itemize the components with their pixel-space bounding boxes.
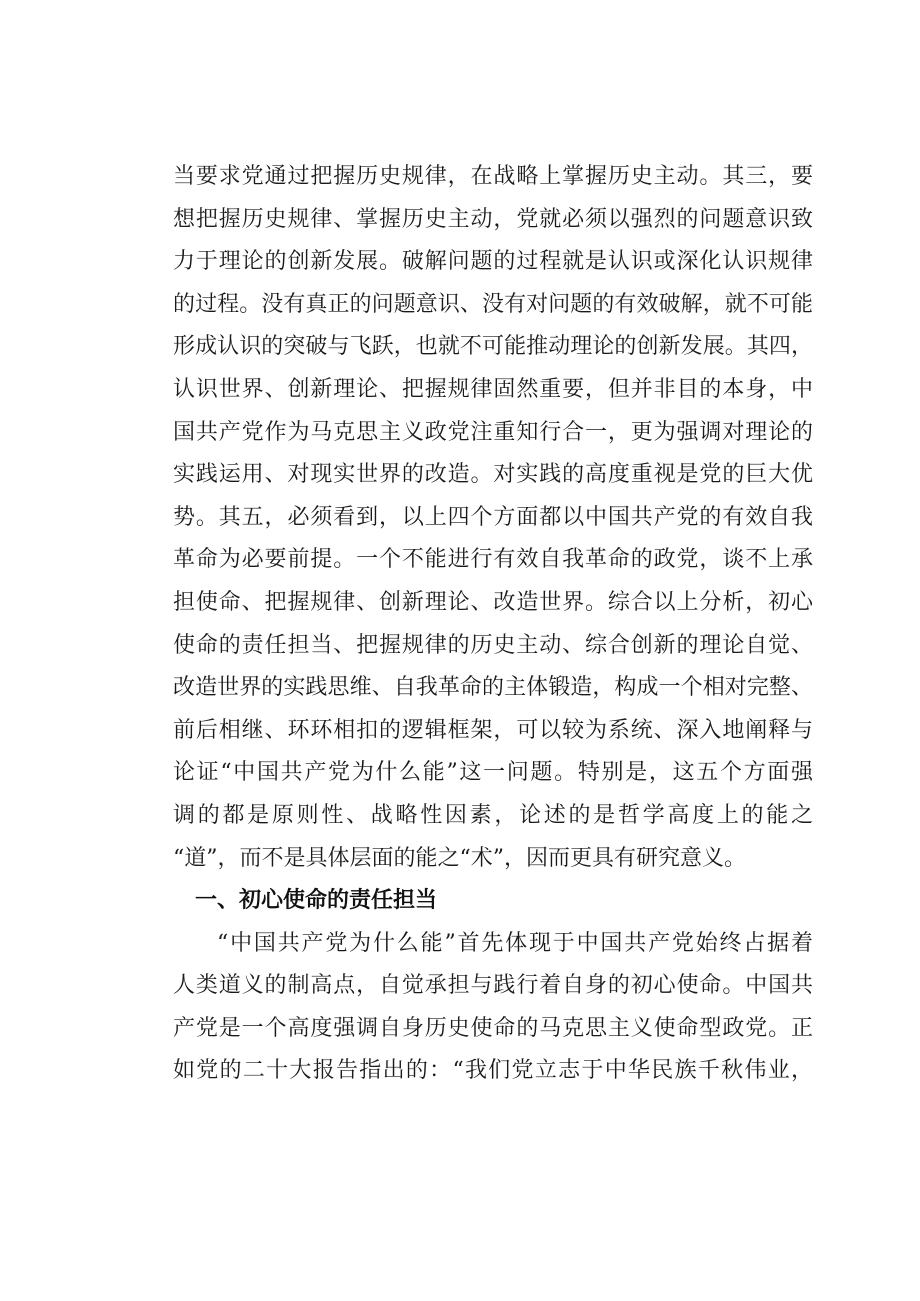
- paragraph-line: 担使命、把握规律、创新理论、改造世界。综合以上分析，初心: [173, 589, 813, 615]
- paragraph-line: 形成认识的突破与飞跃，也就不可能推动理论的创新发展。其四，: [173, 334, 813, 360]
- paragraph-line: 如党的二十大报告指出的：“我们党立志于中华民族千秋伟业，: [173, 1058, 813, 1084]
- paragraph-1: [173, 156, 813, 880]
- paragraph-line: 使命的责任担当、把握规律的历史主动、综合创新的理论自觉、: [173, 632, 813, 658]
- section-heading: 一、初心使命的责任担当: [195, 888, 438, 914]
- document-body: [173, 156, 813, 1093]
- paragraph-line: “中国共产党为什么能”首先体现于中国共产党始终占据着: [217, 930, 813, 956]
- paragraph-2: [173, 923, 813, 1093]
- paragraph-line: 人类道义的制高点，自觉承担与践行着自身的初心使命。中国共: [173, 973, 813, 999]
- paragraph-line: 的过程。没有真正的问题意识、没有对问题的有效破解，就不可能: [173, 291, 813, 317]
- paragraph-line: 产党是一个高度强调自身历史使命的马克思主义使命型政党。正: [173, 1015, 813, 1041]
- paragraph-line: 改造世界的实践思维、自我革命的主体锻造，构成一个相对完整、: [173, 675, 813, 701]
- paragraph-line: 实践运用、对现实世界的改造。对实践的高度重视是党的巨大优: [173, 462, 813, 488]
- paragraph-line: 认识世界、创新理论、把握规律固然重要，但并非目的本身，中: [173, 376, 813, 402]
- paragraph-line: 前后相继、环环相扣的逻辑框架，可以较为系统、深入地阐释与: [173, 717, 813, 743]
- paragraph-line: 当要求党通过把握历史规律，在战略上掌握历史主动。其三，要: [173, 164, 813, 189]
- paragraph-line: 调的都是原则性、战略性因素，论述的是哲学高度上的能之: [173, 802, 813, 828]
- paragraph-line: 革命为必要前提。一个不能进行有效自我革命的政党，谈不上承: [173, 547, 813, 573]
- paragraph-line: 想把握历史规律、掌握历史主动，党就必须以强烈的问题意识致: [173, 206, 813, 232]
- paragraph-line: 力于理论的创新发展。破解问题的过程就是认识或深化认识规律: [173, 249, 813, 275]
- paragraph-line: 国共产党作为马克思主义政党注重知行合一，更为强调对理论的: [173, 419, 813, 445]
- paragraph-line: “道”，而不是具体层面的能之“术”，因而更具有研究意义。: [173, 845, 746, 871]
- paragraph-line: 势。其五，必须看到，以上四个方面都以中国共产党的有效自我: [173, 504, 813, 530]
- paragraph-line: 论证“中国共产党为什么能”这一问题。特别是，这五个方面强: [173, 760, 813, 786]
